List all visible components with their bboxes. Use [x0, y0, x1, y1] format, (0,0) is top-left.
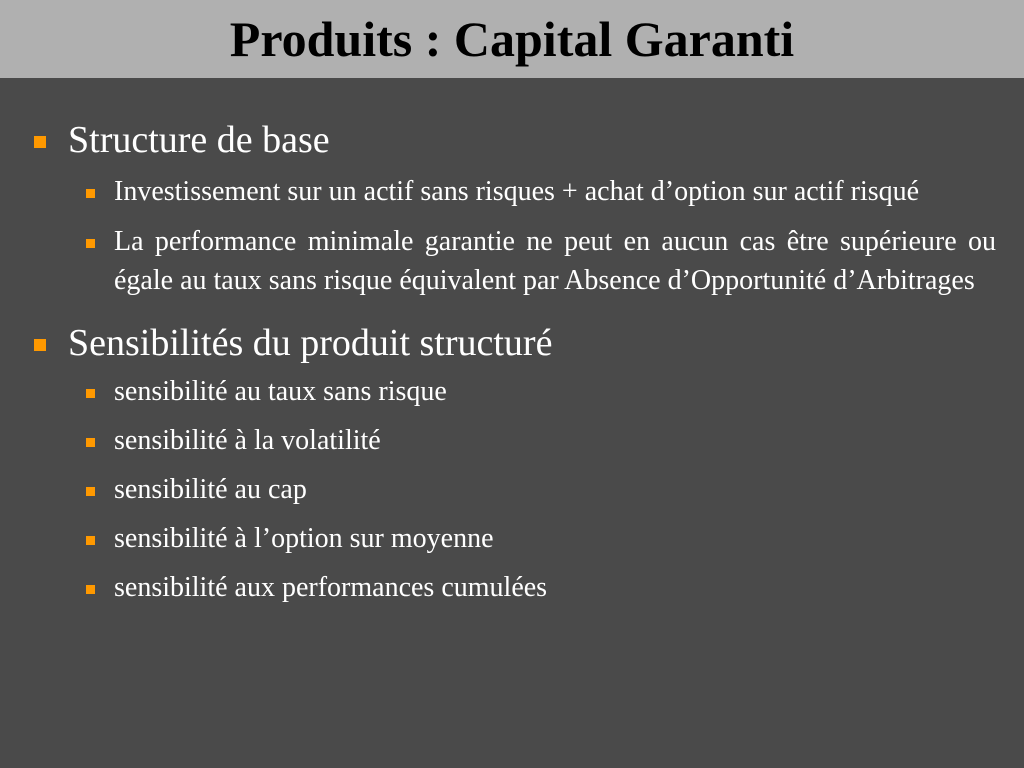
square-bullet-icon [34, 339, 46, 351]
square-bullet-icon [86, 585, 95, 594]
bullet-level2 [0, 222, 1024, 300]
bullet-text: sensibilité au cap [114, 474, 307, 505]
bullet-text: La performance minimale garantie ne peut en aucun cas être supérieure ou égale au taux sans risque équivalent par Absence d’Opportunité d’Arbitrages [114, 226, 996, 296]
square-bullet-icon [86, 438, 95, 447]
square-bullet-icon [34, 136, 46, 148]
section-sensibilites [0, 321, 1024, 607]
bullet-text: sensibilité aux performances cumulées [114, 572, 548, 603]
slide-content [0, 118, 1024, 607]
bullet-level2 [0, 519, 1024, 558]
title-bar [0, 0, 1024, 78]
section-heading: Structure de base [68, 119, 330, 161]
square-bullet-icon [86, 189, 95, 198]
bullet-text: sensibilité à l’option sur moyenne [114, 523, 494, 554]
bullet-level2 [0, 470, 1024, 509]
slide-title: Produits : Capital Garanti [229, 11, 795, 67]
bullet-level2 [0, 172, 1024, 211]
square-bullet-icon [86, 239, 95, 248]
bullet-level2 [0, 568, 1024, 607]
section-structure [0, 118, 1024, 300]
bullet-level1 [0, 118, 1024, 162]
square-bullet-icon [86, 389, 95, 398]
bullet-level1 [0, 321, 1024, 365]
bullet-level2 [0, 421, 1024, 460]
section-heading: Sensibilités du produit structuré [68, 322, 553, 364]
bullet-text: sensibilité au taux sans risque [114, 376, 447, 407]
bullet-level2 [0, 372, 1024, 411]
square-bullet-icon [86, 536, 95, 545]
bullet-text: sensibilité à la volatilité [114, 425, 381, 456]
square-bullet-icon [86, 487, 95, 496]
bullet-text: Investissement sur un actif sans risques + achat d’option sur actif risqué [114, 176, 920, 207]
